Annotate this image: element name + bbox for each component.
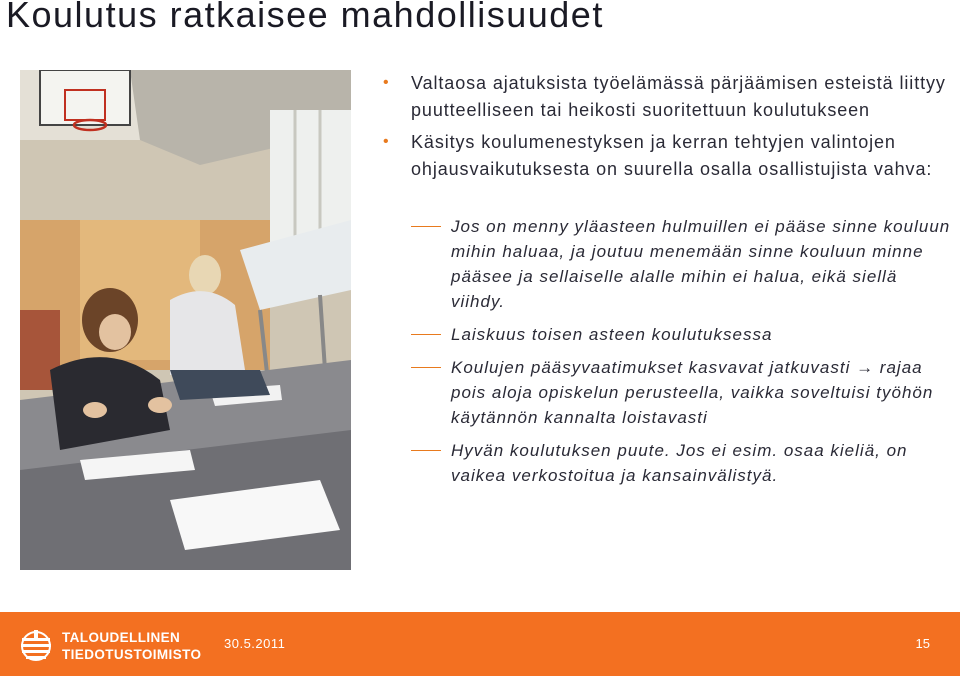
bullet-item <box>383 129 955 182</box>
dash-icon <box>411 334 441 335</box>
bullet-dot-icon: • <box>383 74 390 91</box>
logo-line1: TALOUDELLINEN <box>62 630 181 645</box>
company-logo <box>18 626 248 666</box>
slide-date: 30.5.2011 <box>224 636 286 651</box>
dash-icon <box>411 226 441 227</box>
sub-bullet-text: Hyvän koulutuksen puute. Jos ei esim. osaa kieliä, on vaikea verkostoitua ja kansainvälistyä. <box>451 441 908 485</box>
sub-bullet-item <box>383 322 955 347</box>
sub-bullet-item <box>383 438 955 488</box>
logo-line2: TIEDOTUSTOIMISTO <box>62 647 202 662</box>
bullet-dot-icon: • <box>383 133 390 150</box>
bullet-text: Valtaosa ajatuksista työelämässä pärjäämisen esteistä liittyy puutteelliseen tai heikosti suoritettuun koulutukseen <box>411 73 946 120</box>
page-number: 15 <box>915 636 930 651</box>
footer-bar <box>0 612 960 676</box>
tt-logo-icon <box>18 626 54 666</box>
slide-content <box>383 70 955 488</box>
students-photo <box>20 70 351 570</box>
sub-bullet-item <box>383 214 955 314</box>
sub-bullet-item <box>383 355 955 430</box>
sub-bullet-text: Laiskuus toisen asteen koulutuksessa <box>451 325 773 344</box>
dash-icon <box>411 367 441 368</box>
bullet-item <box>383 70 955 123</box>
bullet-text: Käsitys koulumenestyksen ja kerran tehtyjen valintojen ohjausvaikutuksesta on suurella osalla osallistujista vahva: <box>411 132 933 179</box>
slide-title: Koulutus ratkaisee mahdollisuudet <box>6 0 604 35</box>
logo-text <box>62 629 201 663</box>
sub-bullet-text: Jos on menny yläasteen hulmuillen ei pääse sinne kouluun mihin haluaa, ja joutuu menemään sinne kouluun minne pääsee ja sellaiselle alalle mihin ei halua, eikä siellä viihdy. <box>451 217 951 311</box>
sub-bullet-text: Koulujen pääsyvaatimukset kasvavat jatkuvasti → rajaa pois aloja opiskelun perusteella, vaikka soveltuisi työhön käytännön kannalta loistavasti <box>451 358 934 427</box>
dash-icon <box>411 450 441 451</box>
